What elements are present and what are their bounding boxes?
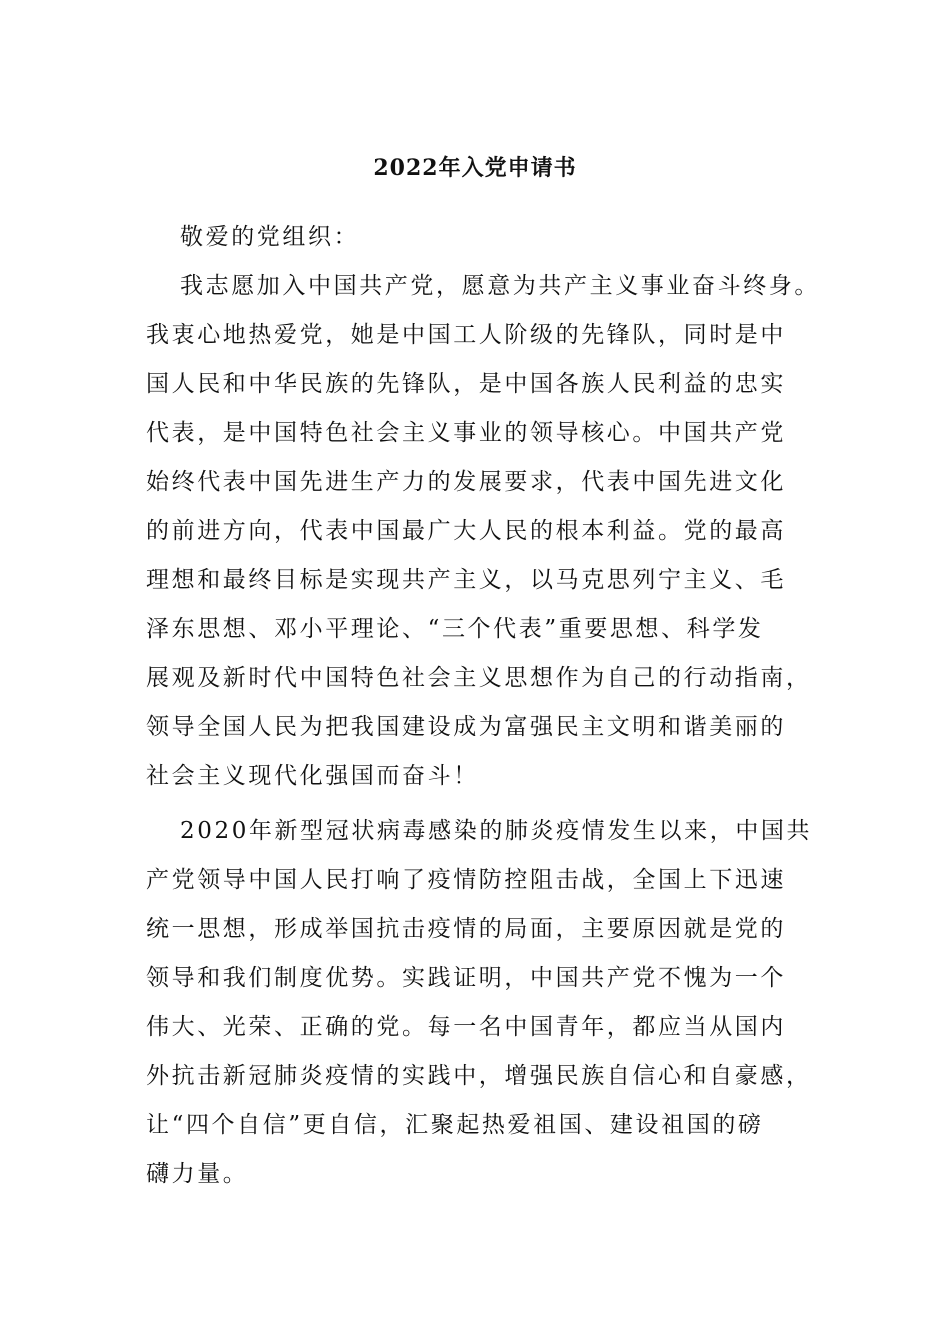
paragraph-line: 礴力量。	[146, 1161, 249, 1187]
paragraph-line: 我衷心地热爱党，她是中国工人阶级的先锋队，同时是中	[146, 322, 786, 348]
paragraph-line: 社会主义现代化强国而奋斗！	[146, 763, 479, 789]
document-title: 2022年入党申请书	[373, 155, 577, 181]
paragraph-line: 领导全国人民为把我国建设成为富强民主文明和谐美丽的	[146, 714, 786, 740]
paragraph-line: 统一思想，形成举国抗击疫情的局面，主要原因就是党的	[146, 916, 786, 942]
paragraph-line: 泽东思想、邓小平理论、“三个代表”重要思想、科学发	[146, 616, 764, 642]
paragraph-line: 展观及新时代中国特色社会主义思想作为自己的行动指南，	[146, 665, 812, 691]
paragraph-line: 国人民和中华民族的先锋队，是中国各族人民利益的忠实	[146, 371, 786, 397]
paragraph-line: 产党领导中国人民打响了疫情防控阻击战，全国上下迅速	[146, 867, 786, 893]
paragraph-line: 始终代表中国先进生产力的发展要求，代表中国先进文化	[146, 469, 786, 495]
paragraph-line: 我志愿加入中国共产党，愿意为共产主义事业奋斗终身。	[180, 273, 820, 299]
paragraph-line: 理想和最终目标是实现共产主义，以马克思列宁主义、毛	[146, 567, 786, 593]
paragraph-line: 伟大、光荣、正确的党。每一名中国青年，都应当从国内	[146, 1014, 786, 1040]
paragraph-line: 领导和我们制度优势。实践证明，中国共产党不愧为一个	[146, 965, 786, 991]
paragraph-line: 让“四个自信”更自信，汇聚起热爱祖国、建设祖国的磅	[146, 1112, 764, 1138]
salutation: 敬爱的党组织：	[180, 224, 360, 250]
paragraph-line: 代表，是中国特色社会主义事业的领导核心。中国共产党	[146, 420, 786, 446]
paragraph-line: 外抗击新冠肺炎疫情的实践中，增强民族自信心和自豪感，	[146, 1063, 812, 1089]
paragraph-line: 的前进方向，代表中国最广大人民的根本利益。党的最高	[146, 518, 786, 544]
paragraph-line: 2020年新型冠状病毒感染的肺炎疫情发生以来，中国共	[180, 818, 813, 844]
